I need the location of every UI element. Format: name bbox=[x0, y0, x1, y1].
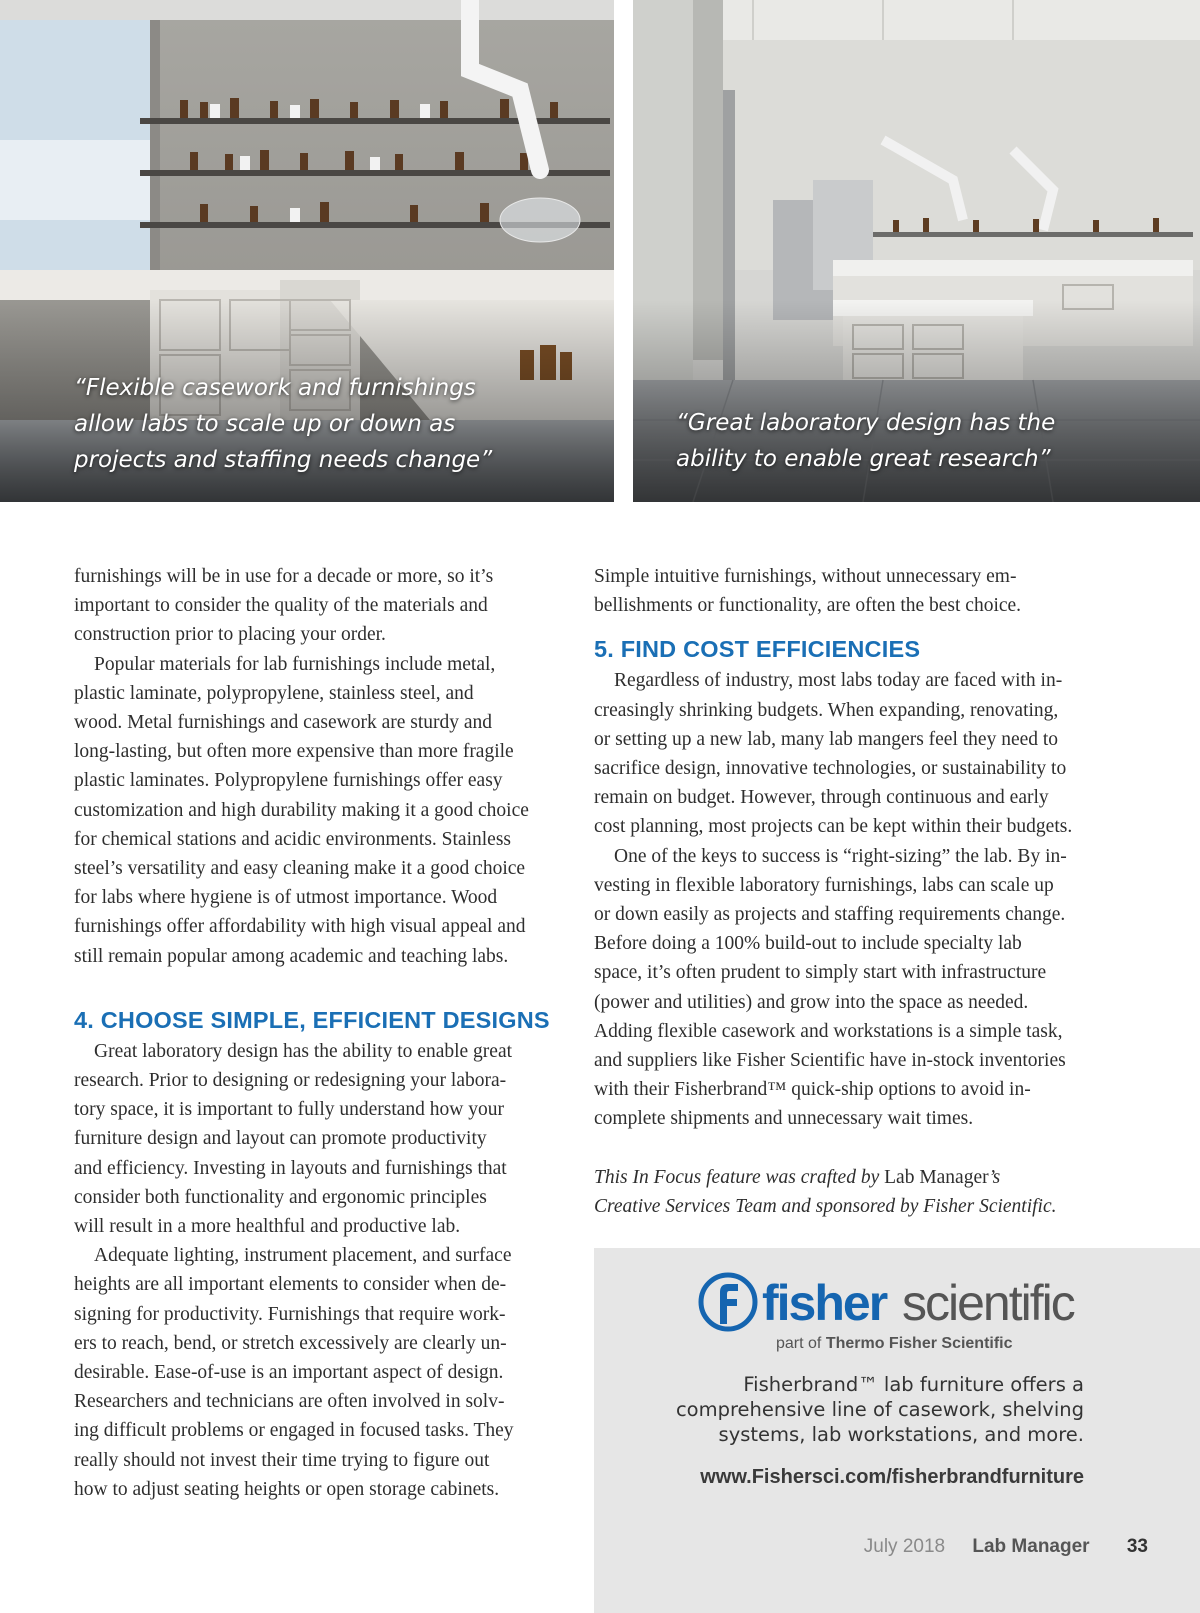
ad-body-text: Fisherbrand™ lab furniture offers a comprehensive line of casework, shelving systems, lab workstations, and more. bbox=[675, 1373, 1084, 1446]
article-column-right bbox=[594, 562, 1094, 1221]
logo-tagline: part of Thermo Fisher Scientific bbox=[776, 1335, 1013, 1352]
sponsor-credit: This In Focus feature was crafted by Lab Manager’s Creative Services Team and sponsored by Fisher Scientific. bbox=[594, 1166, 1057, 1217]
magazine-name: Lab Manager bbox=[972, 1536, 1090, 1557]
section-heading-5: 5. FIND COST EFFICIENCIES bbox=[594, 636, 921, 663]
article-column-left bbox=[74, 562, 572, 1504]
logo-word-fisher: fisher bbox=[762, 1275, 887, 1331]
ad-url-link[interactable]: www.Fishersci.com/fisherbrandfurniture bbox=[700, 1466, 1084, 1488]
page-footer bbox=[864, 1536, 1148, 1558]
section-heading-4: 4. CHOOSE SIMPLE, EFFICIENT DESIGNS bbox=[74, 1006, 550, 1033]
issue-date: July 2018 bbox=[863, 1536, 946, 1557]
paragraph: One of the keys to success is “right-sizing” the lab. By in- vesting in flexible laboratory furnishings, labs can scale up or down easily as projects and staffing requirements change. Before doing a 100% build-out to include specialty lab space, it’s often prudent to simply start with infrastructure (power and utilities) and grow into the space as needed. Adding flexible casework and workstations is a simple task, and suppliers like Fisher Scientific have in-stock inventories with their Fisherbrand™ quick-ship options to avoid in- complete shipments and unnecessary wait times. bbox=[594, 845, 1067, 1130]
paragraph: furnishings will be in use for a decade or more, so it’s important to consider the quality of the materials and construction prior to placing your order. bbox=[74, 566, 494, 646]
paragraph: Adequate lighting, instrument placement, and surface heights are all important elements to consider when de- signing for productivity. Furnishings that require work- ers to reach, bend, or stretch excessively are clearly un- desirable. Ease-of-use is an important aspect of design. Researchers and technicians are often involved in solv- ing difficult problems or engaged in focused tasks. They really should not invest their time trying to figure out how to adjust seating heights or open storage cabinets. bbox=[74, 1245, 514, 1500]
lab-photo-right bbox=[633, 0, 1200, 502]
sponsor-ad-panel bbox=[594, 1248, 1200, 1613]
logo-word-scientific: scientific bbox=[902, 1275, 1074, 1331]
photo-caption-left: “Flexible casework and furnishings allow labs to scale up or down as projects and staffing needs change” bbox=[74, 375, 493, 473]
paragraph: Great laboratory design has the ability to enable great research. Prior to designing or redesigning your labora- tory space, it is important to fully understand how your furniture design and layout can promote productivity and efficiency. Investing in layouts and furnishings that consider both functionality and ergonomic principles will result in a more healthful and productive lab. bbox=[74, 1040, 513, 1238]
page-number: 33 bbox=[1126, 1536, 1148, 1557]
photo-caption-right: “Great laboratory design has the ability to enable great research” bbox=[676, 410, 1056, 472]
fisher-scientific-logo bbox=[698, 1270, 1082, 1370]
paragraph: Popular materials for lab furnishings include metal, plastic laminate, polypropylene, stainless steel, and wood. Metal furnishings and casework are sturdy and long-lasting, but often more expensive than more fragile plastic laminates. Polypropylene furnishings offer easy customization and high durability making it a good choice for chemical stations and acidic environments. Stainless steel’s versatility and easy cleaning make it a good choice for labs where hygiene is of utmost importance. Wood furnishings offer affordability with high visual appeal and still remain popular among academic and teaching labs. bbox=[74, 653, 529, 967]
paragraph: Regardless of industry, most labs today are faced with in- creasingly shrinking budgets. When expanding, renovating, or setting up a new lab, many lab mangers feel they need to sacrifice design, innovative technologies, or sustainability to remain on budget. However, through continuous and early cost planning, most projects can be kept within their budgets. bbox=[594, 670, 1073, 838]
lab-photo-left bbox=[0, 0, 614, 502]
paragraph: Simple intuitive furnishings, without unnecessary em- bellishments or functionality, are often the best choice. bbox=[594, 566, 1022, 617]
